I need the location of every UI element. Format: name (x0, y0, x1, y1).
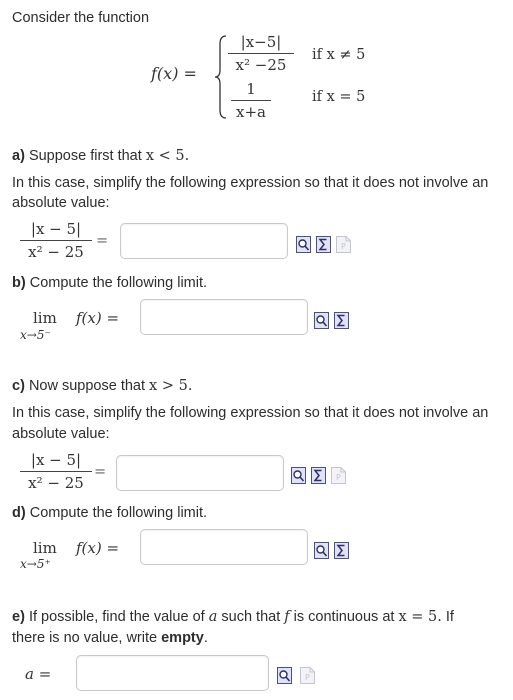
part-e-prompt-line-1: e) If possible, find the value of a such that f is continuous at x = 5. If (12, 609, 454, 625)
part-d-lim: lim (33, 539, 57, 557)
part-b-expr: f(x) = (76, 309, 120, 327)
part-c-instruction-2: absolute value: (12, 426, 110, 442)
part-a-instruction-2: absolute value: (12, 195, 110, 211)
function-lhs: f(x) = (151, 64, 197, 83)
svg-text:P: P (336, 473, 341, 482)
part-a-answer-input[interactable] (120, 223, 288, 259)
preview-icon[interactable] (296, 236, 311, 253)
part-c-fraction: |x − 5| x² − 25 (20, 451, 92, 492)
preview-icon[interactable] (314, 312, 329, 329)
case2-condition: if x = 5 (312, 89, 366, 105)
help-icon[interactable] (300, 667, 315, 684)
preview-icon[interactable] (291, 467, 306, 484)
svg-text:P: P (341, 242, 346, 251)
part-e-answer-input[interactable] (76, 655, 269, 691)
sigma-icon[interactable] (316, 236, 331, 253)
part-c-answer-input[interactable] (116, 455, 284, 491)
case2-numerator: 1 (246, 80, 256, 98)
case2-denominator: x+a (236, 103, 266, 121)
part-d-expr: f(x) = (76, 539, 120, 557)
case1-denominator: x² −25 (235, 56, 287, 74)
intro-text: Consider the function (12, 10, 150, 26)
sigma-icon[interactable] (334, 542, 349, 559)
part-a-equals: = (96, 233, 109, 249)
sigma-icon[interactable] (311, 467, 326, 484)
part-e-prompt-line-2: there is no value, write empty. (12, 630, 208, 646)
case2-fraction (231, 80, 271, 121)
part-b-lim-sub: x→5⁻ (20, 328, 51, 342)
part-a-fraction: |x − 5| x² − 25 (20, 220, 92, 261)
help-icon[interactable] (336, 236, 351, 253)
sigma-icon[interactable] (334, 312, 349, 329)
part-c-equals: = (94, 464, 107, 480)
brace-icon (213, 34, 229, 120)
case1-numerator: |x−5| (240, 33, 282, 51)
preview-icon[interactable] (314, 542, 329, 559)
svg-text:P: P (305, 673, 310, 682)
case1-fraction (228, 33, 294, 74)
part-d-answer-input[interactable] (140, 529, 308, 565)
part-b-answer-input[interactable] (140, 299, 308, 335)
part-c-instruction-1: In this case, simplify the following expression so that it does not involve an (12, 405, 489, 421)
part-a-instruction-1: In this case, simplify the following expression so that it does not involve an (12, 175, 489, 191)
help-icon[interactable] (331, 467, 346, 484)
preview-icon[interactable] (277, 667, 292, 684)
part-b-lim: lim (33, 309, 57, 327)
part-d-lim-sub: x→5⁺ (20, 557, 51, 571)
part-a-prompt: a) Suppose first that x < 5. (12, 148, 190, 164)
case1-condition: if x ≠ 5 (312, 47, 366, 63)
part-e-answer-label: a = (25, 665, 52, 683)
part-b-prompt: b) Compute the following limit. (12, 275, 208, 291)
part-d-prompt: d) Compute the following limit. (12, 505, 208, 521)
part-c-prompt: c) Now suppose that x > 5. (12, 378, 193, 394)
